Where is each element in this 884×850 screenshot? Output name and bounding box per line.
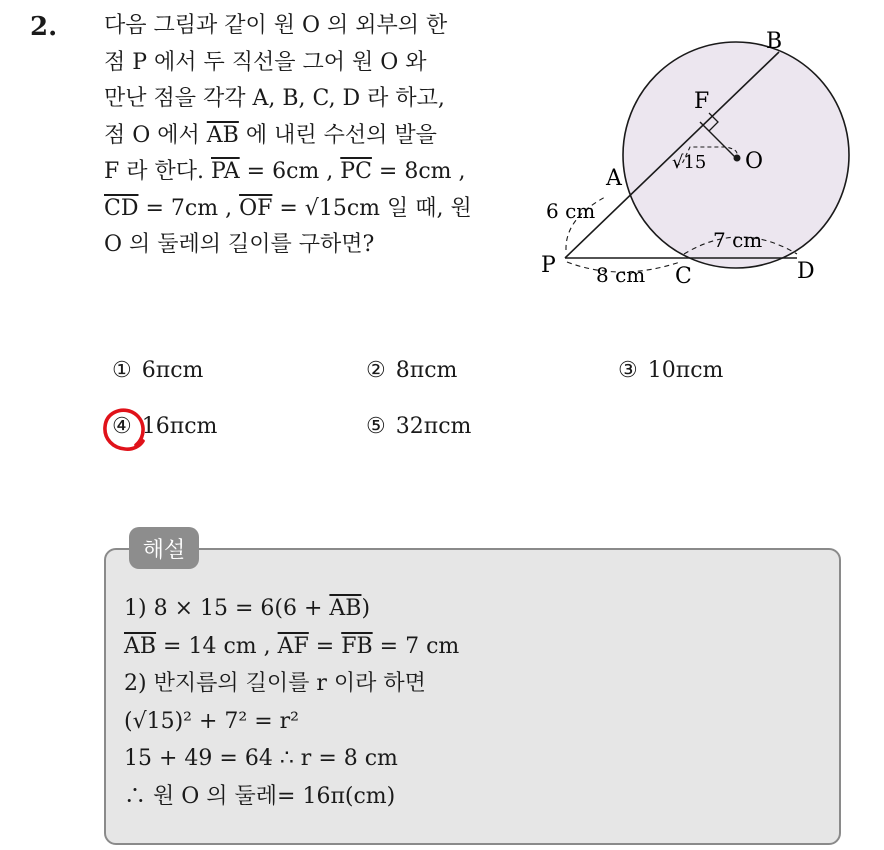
choice-number: ①: [112, 358, 132, 383]
solution-content: [124, 590, 459, 815]
segment-af: $\overline{AF}$: [277, 633, 309, 659]
label-f: F: [694, 89, 710, 114]
label-pa-length: 6 cm: [546, 199, 596, 223]
geometry-figure: [530, 20, 880, 300]
solution-line: 15 + 49 = 64 ∴ r = 8 cm: [124, 746, 398, 771]
center-dot: [734, 155, 741, 162]
label-of-length: √15: [672, 152, 707, 173]
question-text: [104, 8, 514, 264]
label-cd-length: 7 cm: [713, 228, 763, 252]
segment-pa: $\overline{PA}$: [211, 159, 240, 184]
choice-text: 6πcm: [141, 358, 204, 383]
solution-line: ∴ 원 O 의 둘레= 16π(cm): [124, 783, 396, 809]
label-d: D: [797, 259, 815, 284]
question-number: 2.: [30, 12, 58, 42]
choice-2[interactable]: [366, 358, 457, 383]
label-c: C: [675, 264, 692, 289]
segment-ab: $\overline{AB}$: [206, 122, 239, 148]
choice-text: 32πcm: [395, 414, 472, 439]
solution-line: $\overline{AB} = 14$ cm , $\overline{AF} = \overline{FB} = 7$ cm: [124, 633, 460, 659]
solution-line: (√15)² + 7² = r²: [124, 708, 299, 734]
choice-text: 8πcm: [395, 358, 458, 383]
segment-cd: $\overline{CD}$: [104, 195, 139, 221]
question-line: 다음 그림과 같이 원 O 의 외부의 한: [104, 13, 448, 38]
segment-of: $\overline{OF}$: [239, 195, 273, 221]
question-line: O 의 둘레의 길이를 구하면?: [104, 232, 375, 257]
label-b: B: [766, 29, 783, 54]
label-pc-length: 8 cm: [596, 263, 646, 287]
choice-5[interactable]: [366, 414, 471, 439]
choice-3[interactable]: [618, 358, 723, 383]
choice-number: ④: [112, 414, 132, 439]
answer-circle-mark: [100, 405, 150, 455]
choice-number: ⑤: [366, 414, 386, 439]
segment-pc: $\overline{PC}$: [340, 159, 372, 184]
solution-line: 1) $8 \times 15 = 6(6 + \overline{AB})$: [124, 596, 371, 621]
segment-fb: $\overline{FB}$: [341, 633, 373, 659]
question-line: $\overline{CD} = 7cm$ , $\overline{OF} = √15cm$ 일 때, 원: [104, 195, 472, 221]
solution-title: 해설: [129, 527, 199, 569]
segment-ab: $\overline{AB}$: [124, 633, 157, 659]
label-o: O: [745, 149, 764, 174]
solution-line: 2) 반지름의 길이를 r 이라 하면: [124, 671, 426, 696]
question-line: 점 P 에서 두 직선을 그어 원 O 와: [104, 49, 427, 75]
choice-1[interactable]: [112, 358, 203, 383]
label-p: P: [541, 253, 556, 278]
choice-text: 16πcm: [141, 414, 218, 439]
question-line: F 라 한다. $\overline{PA} = 6cm$ , $\overline{PC} = 8cm$ ,: [104, 159, 466, 184]
question-line: 만난 점을 각각 A, B, C, D 라 하고,: [104, 86, 445, 111]
choice-text: 10πcm: [647, 358, 724, 383]
segment-ab: $\overline{AB}$: [329, 596, 362, 621]
question-line: 점 O 에서 $\overline{AB}$ 에 내린 수선의 발을: [104, 122, 437, 148]
label-a: A: [606, 166, 622, 191]
choice-number: ③: [618, 358, 638, 383]
choice-number: ②: [366, 358, 386, 383]
